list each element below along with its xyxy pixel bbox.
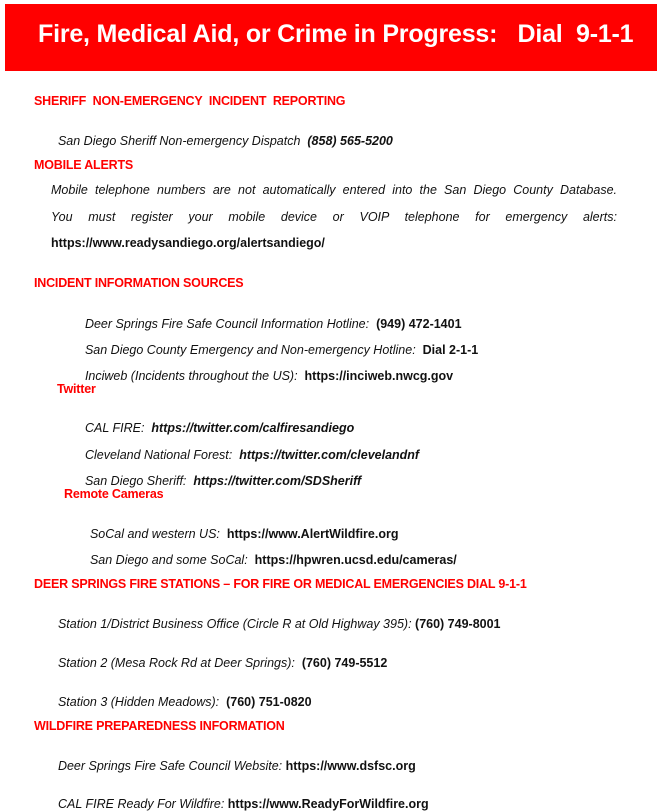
mobile-alerts-heading: MOBILE ALERTS xyxy=(34,158,134,172)
preparedness-label: CAL FIRE Ready For Wildfire: xyxy=(57,797,228,811)
incident-source-value[interactable]: https://inciweb.nwcg.gov xyxy=(304,369,454,383)
incident-source-item xyxy=(78,355,453,383)
station-phone[interactable]: (760) 749-5512 xyxy=(301,656,388,670)
twitter-link[interactable]: https://twitter.com/calfiresandiego xyxy=(151,421,355,435)
incident-source-label: San Diego County Emergency and Non-emergency Hotline: xyxy=(84,343,423,357)
station-phone[interactable]: (760) 749-8001 xyxy=(415,617,501,631)
sheriff-dispatch-label: San Diego Sheriff Non-emergency Dispatch xyxy=(57,134,308,148)
camera-link[interactable]: https://hpwren.ucsd.edu/cameras/ xyxy=(254,553,457,567)
banner-title: Fire, Medical Aid, or Crime in Progress: Dial 9-1-1 xyxy=(38,20,634,48)
preparedness-label: Deer Springs Fire Safe Council Website: xyxy=(57,759,286,773)
twitter-label: San Diego Sheriff: xyxy=(84,474,194,488)
preparedness-item xyxy=(51,783,429,811)
incident-sources-heading: INCIDENT INFORMATION SOURCES xyxy=(34,276,244,290)
incident-source-item xyxy=(78,329,478,357)
sheriff-dispatch-phone[interactable]: (858) 565-5200 xyxy=(307,134,393,148)
camera-item xyxy=(83,513,398,541)
station-label: Station 1/District Business Office (Circle R at Old Highway 395): xyxy=(57,617,416,631)
camera-label: SoCal and western US: xyxy=(89,527,227,541)
sheriff-dispatch-line xyxy=(51,120,393,148)
preparedness-link[interactable]: https://www.ReadyForWildfire.org xyxy=(227,797,429,811)
camera-item xyxy=(83,539,457,567)
incident-source-value[interactable]: (949) 472-1401 xyxy=(376,317,462,331)
station-item xyxy=(51,681,312,709)
station-item xyxy=(51,642,387,670)
sheriff-heading: SHERIFF NON-EMERGENCY INCIDENT REPORTING xyxy=(34,94,346,108)
emergency-banner xyxy=(5,4,657,71)
twitter-item xyxy=(78,460,361,488)
station-item xyxy=(51,603,501,631)
twitter-link[interactable]: https://twitter.com/SDSheriff xyxy=(193,474,362,488)
camera-link[interactable]: https://www.AlertWildfire.org xyxy=(226,527,399,541)
twitter-label: CAL FIRE: xyxy=(84,421,152,435)
preparedness-item xyxy=(51,745,416,773)
mobile-alerts-link[interactable]: https://www.readysandiego.org/alertsandiego/ xyxy=(51,236,325,250)
camera-label: San Diego and some SoCal: xyxy=(89,553,255,567)
remote-cameras-heading: Remote Cameras xyxy=(64,487,164,501)
twitter-label: Cleveland National Forest: xyxy=(84,448,240,462)
twitter-item xyxy=(78,407,354,435)
station-phone[interactable]: (760) 751-0820 xyxy=(226,695,312,709)
incident-source-label: Inciweb (Incidents throughout the US): xyxy=(84,369,305,383)
fire-stations-heading: DEER SPRINGS FIRE STATIONS – FOR FIRE OR MEDICAL EMERGENCIES DIAL 9-1-1 xyxy=(34,577,527,591)
incident-source-value[interactable]: Dial 2-1-1 xyxy=(422,343,479,357)
mobile-alerts-text-2: You must register your mobile device or VOIP telephone for emergency alerts: xyxy=(51,210,617,224)
twitter-item xyxy=(78,434,419,462)
mobile-alerts-text-1: Mobile telephone numbers are not automatically entered into the San Diego County Database. xyxy=(51,183,617,197)
preparedness-link[interactable]: https://www.dsfsc.org xyxy=(285,759,416,773)
twitter-heading: Twitter xyxy=(57,382,96,396)
twitter-link[interactable]: https://twitter.com/clevelandnf xyxy=(239,448,420,462)
station-label: Station 2 (Mesa Rock Rd at Deer Springs): xyxy=(57,656,302,670)
incident-source-label: Deer Springs Fire Safe Council Information Hotline: xyxy=(84,317,377,331)
preparedness-heading: WILDFIRE PREPAREDNESS INFORMATION xyxy=(34,719,285,733)
incident-source-item xyxy=(78,303,462,331)
station-label: Station 3 (Hidden Meadows): xyxy=(57,695,227,709)
